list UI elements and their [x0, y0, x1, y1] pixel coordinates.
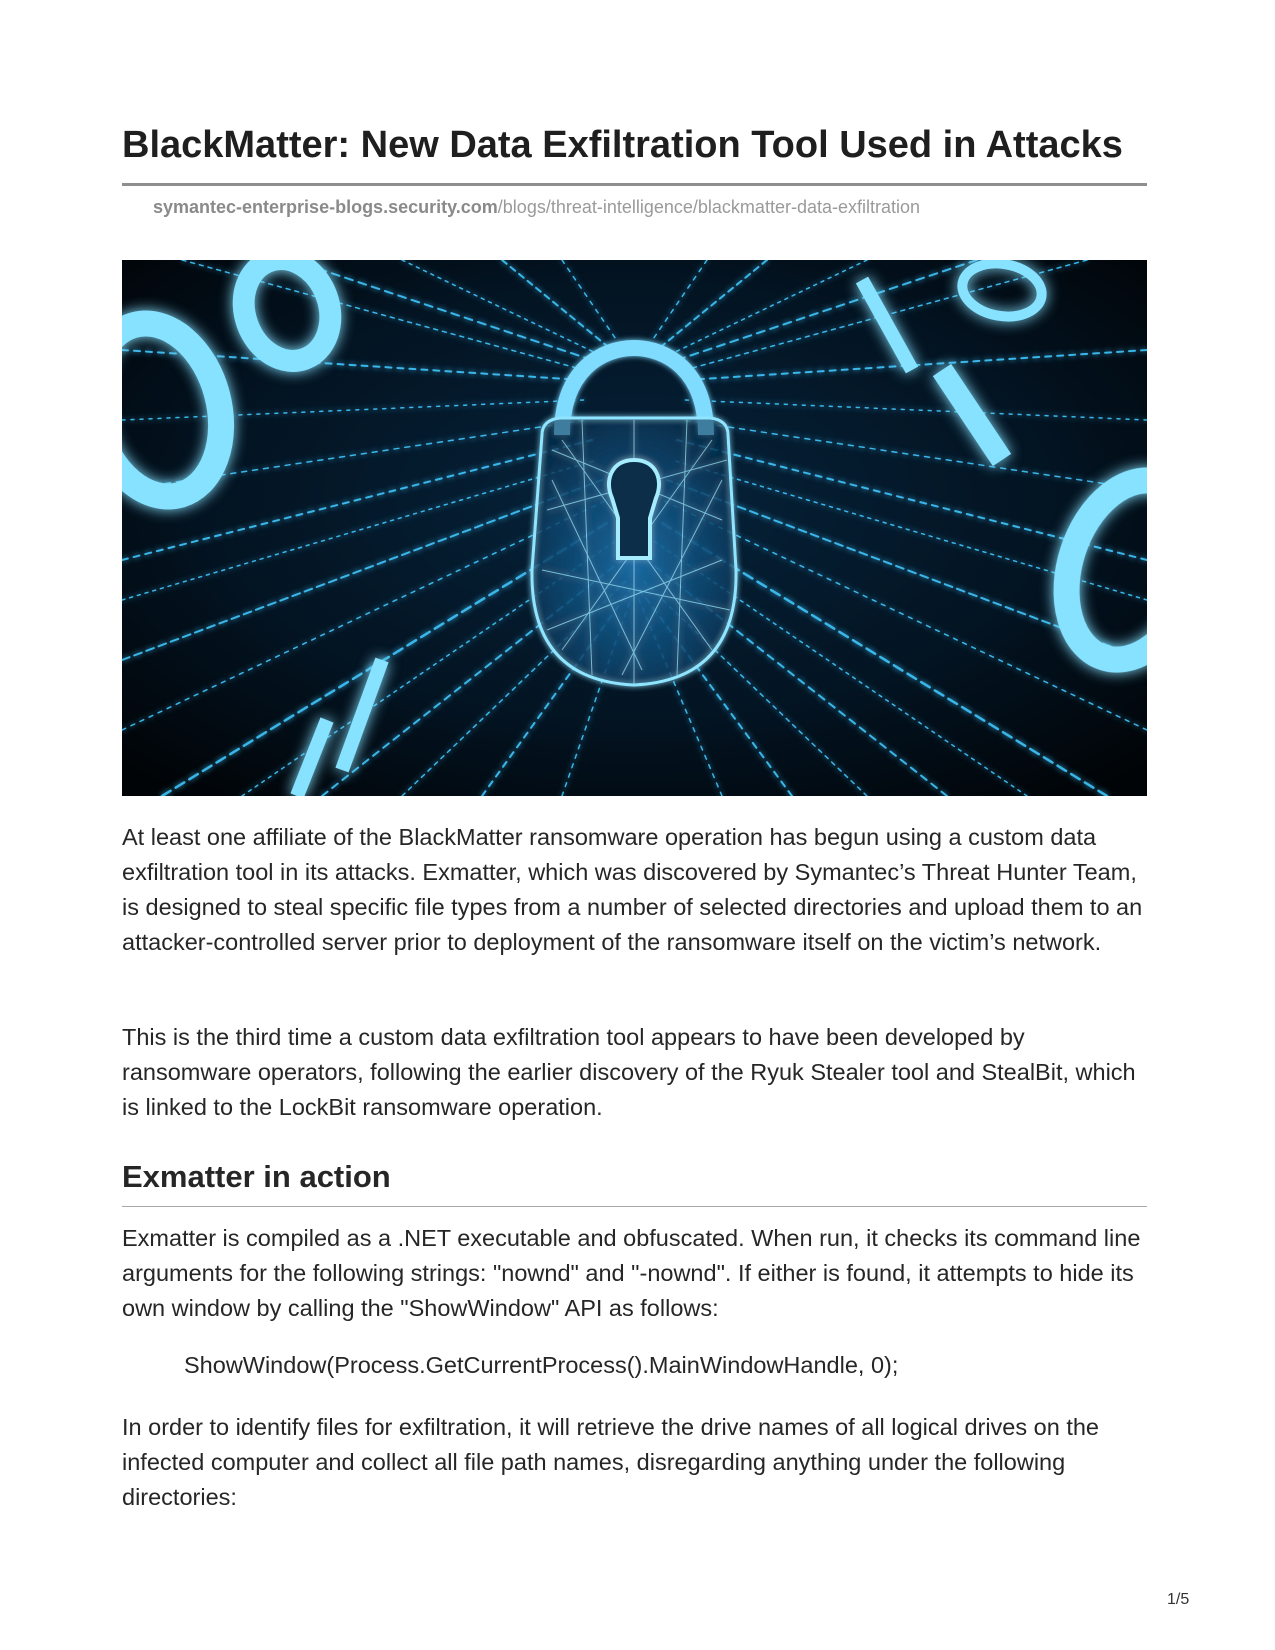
intro-paragraph: At least one affiliate of the BlackMatter ransomware operation has begun using a custom data exfiltration tool in its attacks. Exmatter, which was discovered by Symantec’s Threat Hunter Team, is designed to steal specific file types from a number of selected directories and upload them to an attacker-controlled server prior to deployment of the ransomware itself on the victim’s network.	[122, 824, 1143, 955]
section-paragraph-1: Exmatter is compiled as a .NET executable and obfuscated. When run, it checks its command line arguments for the following strings: "nownd" and "-nownd". If either is found, it attempts to hide its own window by calling the "ShowWindow" API as follows:	[122, 1225, 1141, 1321]
source-url[interactable]	[153, 197, 920, 218]
page-number: 1/5	[1167, 1591, 1190, 1608]
source-url-domain[interactable]: symantec-enterprise-blogs.security.com	[153, 197, 498, 217]
title-divider	[122, 183, 1147, 186]
section-heading: Exmatter in action	[122, 1159, 391, 1194]
article-title: BlackMatter: New Data Exfiltration Tool Used in Attacks	[122, 124, 1123, 166]
section-divider	[122, 1206, 1147, 1207]
hero-image	[122, 260, 1147, 796]
context-paragraph: This is the third time a custom data exfiltration tool appears to have been developed by ransomware operators, following the earlier discovery of the Ryuk Stealer tool and StealBit, which is linked to the LockBit ransomware operation.	[122, 1024, 1136, 1120]
source-url-path[interactable]: /blogs/threat-intelligence/blackmatter-data-exfiltration	[497, 197, 921, 217]
padlock-binary-illustration	[122, 260, 1147, 796]
section-paragraph-2: In order to identify files for exfiltration, it will retrieve the drive names of all logical drives on the infected computer and collect all file path names, disregarding anything under the following directories:	[122, 1414, 1099, 1510]
code-snippet: ShowWindow(Process.GetCurrentProcess().MainWindowHandle, 0);	[184, 1352, 899, 1378]
